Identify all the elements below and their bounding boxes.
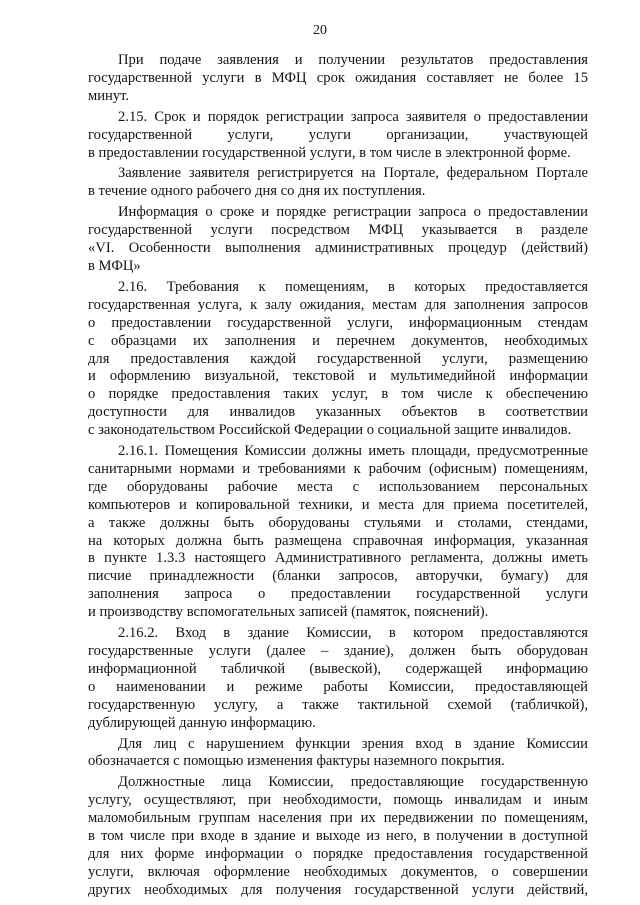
text-line: При подаче заявления и получении результатов предоставления [118, 52, 588, 68]
paragraph [88, 736, 588, 772]
paragraph [88, 774, 588, 899]
text-line: дублирующей данную информацию. [88, 714, 316, 731]
text-line: заполнения запроса о предоставлении государственной услуги [88, 586, 588, 603]
text-line: в МФЦ» [88, 257, 141, 274]
document-body [88, 52, 588, 900]
paragraph [88, 279, 588, 440]
text-line: 2.16.1. Помещения Комиссии должны иметь площади, предусмотренные [118, 443, 588, 460]
paragraph [88, 165, 588, 201]
text-line: «VI. Особенности выполнения административных процедур (действий) [88, 240, 588, 257]
paragraph [88, 109, 588, 163]
text-line: 2.16.2. Вход в здание Комиссии, в котором предоставляются [118, 625, 588, 642]
text-line: о наименовании и режиме работы Комиссии, предоставляющей [88, 678, 588, 695]
text-line: санитарными нормами и требованиями к рабочим (офисным) помещениям, [88, 460, 588, 477]
text-line: а также должны быть оборудованы стульями и столами, стендами, [88, 514, 588, 531]
text-line: компьютеров и копировальной техники, и места для приема посетителей, [88, 496, 588, 513]
text-line: маломобильным группам населения при их передвижении по помещениям, [88, 810, 588, 827]
paragraph [88, 443, 588, 622]
text-line: других необходимых для получения государственной услуги действий, [88, 881, 588, 898]
text-line: где оборудованы рабочие места с использованием персональных [88, 478, 588, 495]
text-line: для них форме информации о порядке предоставления государственной [88, 845, 588, 862]
text-line: государственную услугу, а также тактильной схемой (табличкой), [88, 696, 588, 713]
text-line: 2.16. Требования к помещениям, в которых предоставляется [118, 278, 588, 295]
text-line: с образцами их заполнения и перечнем документов, необходимых [88, 332, 588, 349]
text-line: и производству вспомогательных записей (памяток, пояснений). [88, 604, 489, 621]
text-line: информационной табличкой (вывеской), содержащей информацию [88, 660, 588, 677]
text-line: с законодательством Российской Федерации о социальной защите инвалидов. [88, 422, 572, 439]
text-line: в том числе при входе в здание и выходе из него, в получении в доступной [88, 828, 588, 845]
text-line: услуги, включая оформление необходимых документов, о совершении [88, 863, 588, 880]
text-line: о порядке предоставления таких услуг, в том числе к обеспечению [88, 386, 588, 403]
text-line: Информация о сроке и порядке регистрации запроса о предоставлении [118, 204, 588, 221]
text-line: доступности для инвалидов указанных объектов в соответствии [88, 404, 588, 421]
text-line: государственные услуги (далее – здание), должен быть оборудован [88, 643, 588, 659]
text-line: Должностные лица Комиссии, предоставляющие государственную [118, 774, 588, 791]
text-line: для предоставления каждой государственной услуги, размещению [88, 350, 588, 367]
text-line: и оформлению визуальной, текстовой и мультимедийной информации [88, 368, 588, 385]
paragraph [88, 625, 588, 732]
text-line: Заявление заявителя регистрируется на Портале, федеральном Портале [118, 165, 588, 182]
text-line: государственной услуги, услуги организации, участвующей [88, 126, 588, 143]
text-line: обозначается с помощью изменения фактуры наземного покрытия. [88, 753, 505, 770]
text-line: на которых должна быть размещена справочная информация, указанная [88, 532, 588, 549]
text-line: о предоставлении государственной услуги, информационным стендам [88, 314, 588, 331]
page-number: 20 [313, 23, 327, 38]
text-line: Для лиц с нарушением функции зрения вход в здание Комиссии [118, 735, 588, 752]
text-line: писчие принадлежности (бланки запросов, авторучки, бумагу) для [88, 568, 588, 585]
text-line: 2.15. Срок и порядок регистрации запроса заявителя о предоставлении [118, 108, 588, 125]
text-line: минут. [88, 87, 130, 104]
text-line: в течение одного рабочего дня со дня их поступления. [88, 183, 426, 200]
paragraph [88, 204, 588, 276]
text-line: услугу, осуществляют, при необходимости, помощь инвалидам и иным [88, 792, 588, 809]
text-line: государственная услуга, к залу ожидания, местам для заполнения запросов [88, 296, 588, 313]
text-line: в пункте 1.3.3 настоящего Административного регламента, должны иметь [88, 550, 588, 567]
paragraph [88, 52, 588, 106]
text-line: государственной услуги в МФЦ срок ожидания составляет не более 15 [88, 69, 588, 86]
text-line: государственной услуги посредством МФЦ указывается в разделе [88, 222, 588, 239]
text-line: в предоставлении государственной услуги, в том числе в электронной форме. [88, 144, 571, 161]
